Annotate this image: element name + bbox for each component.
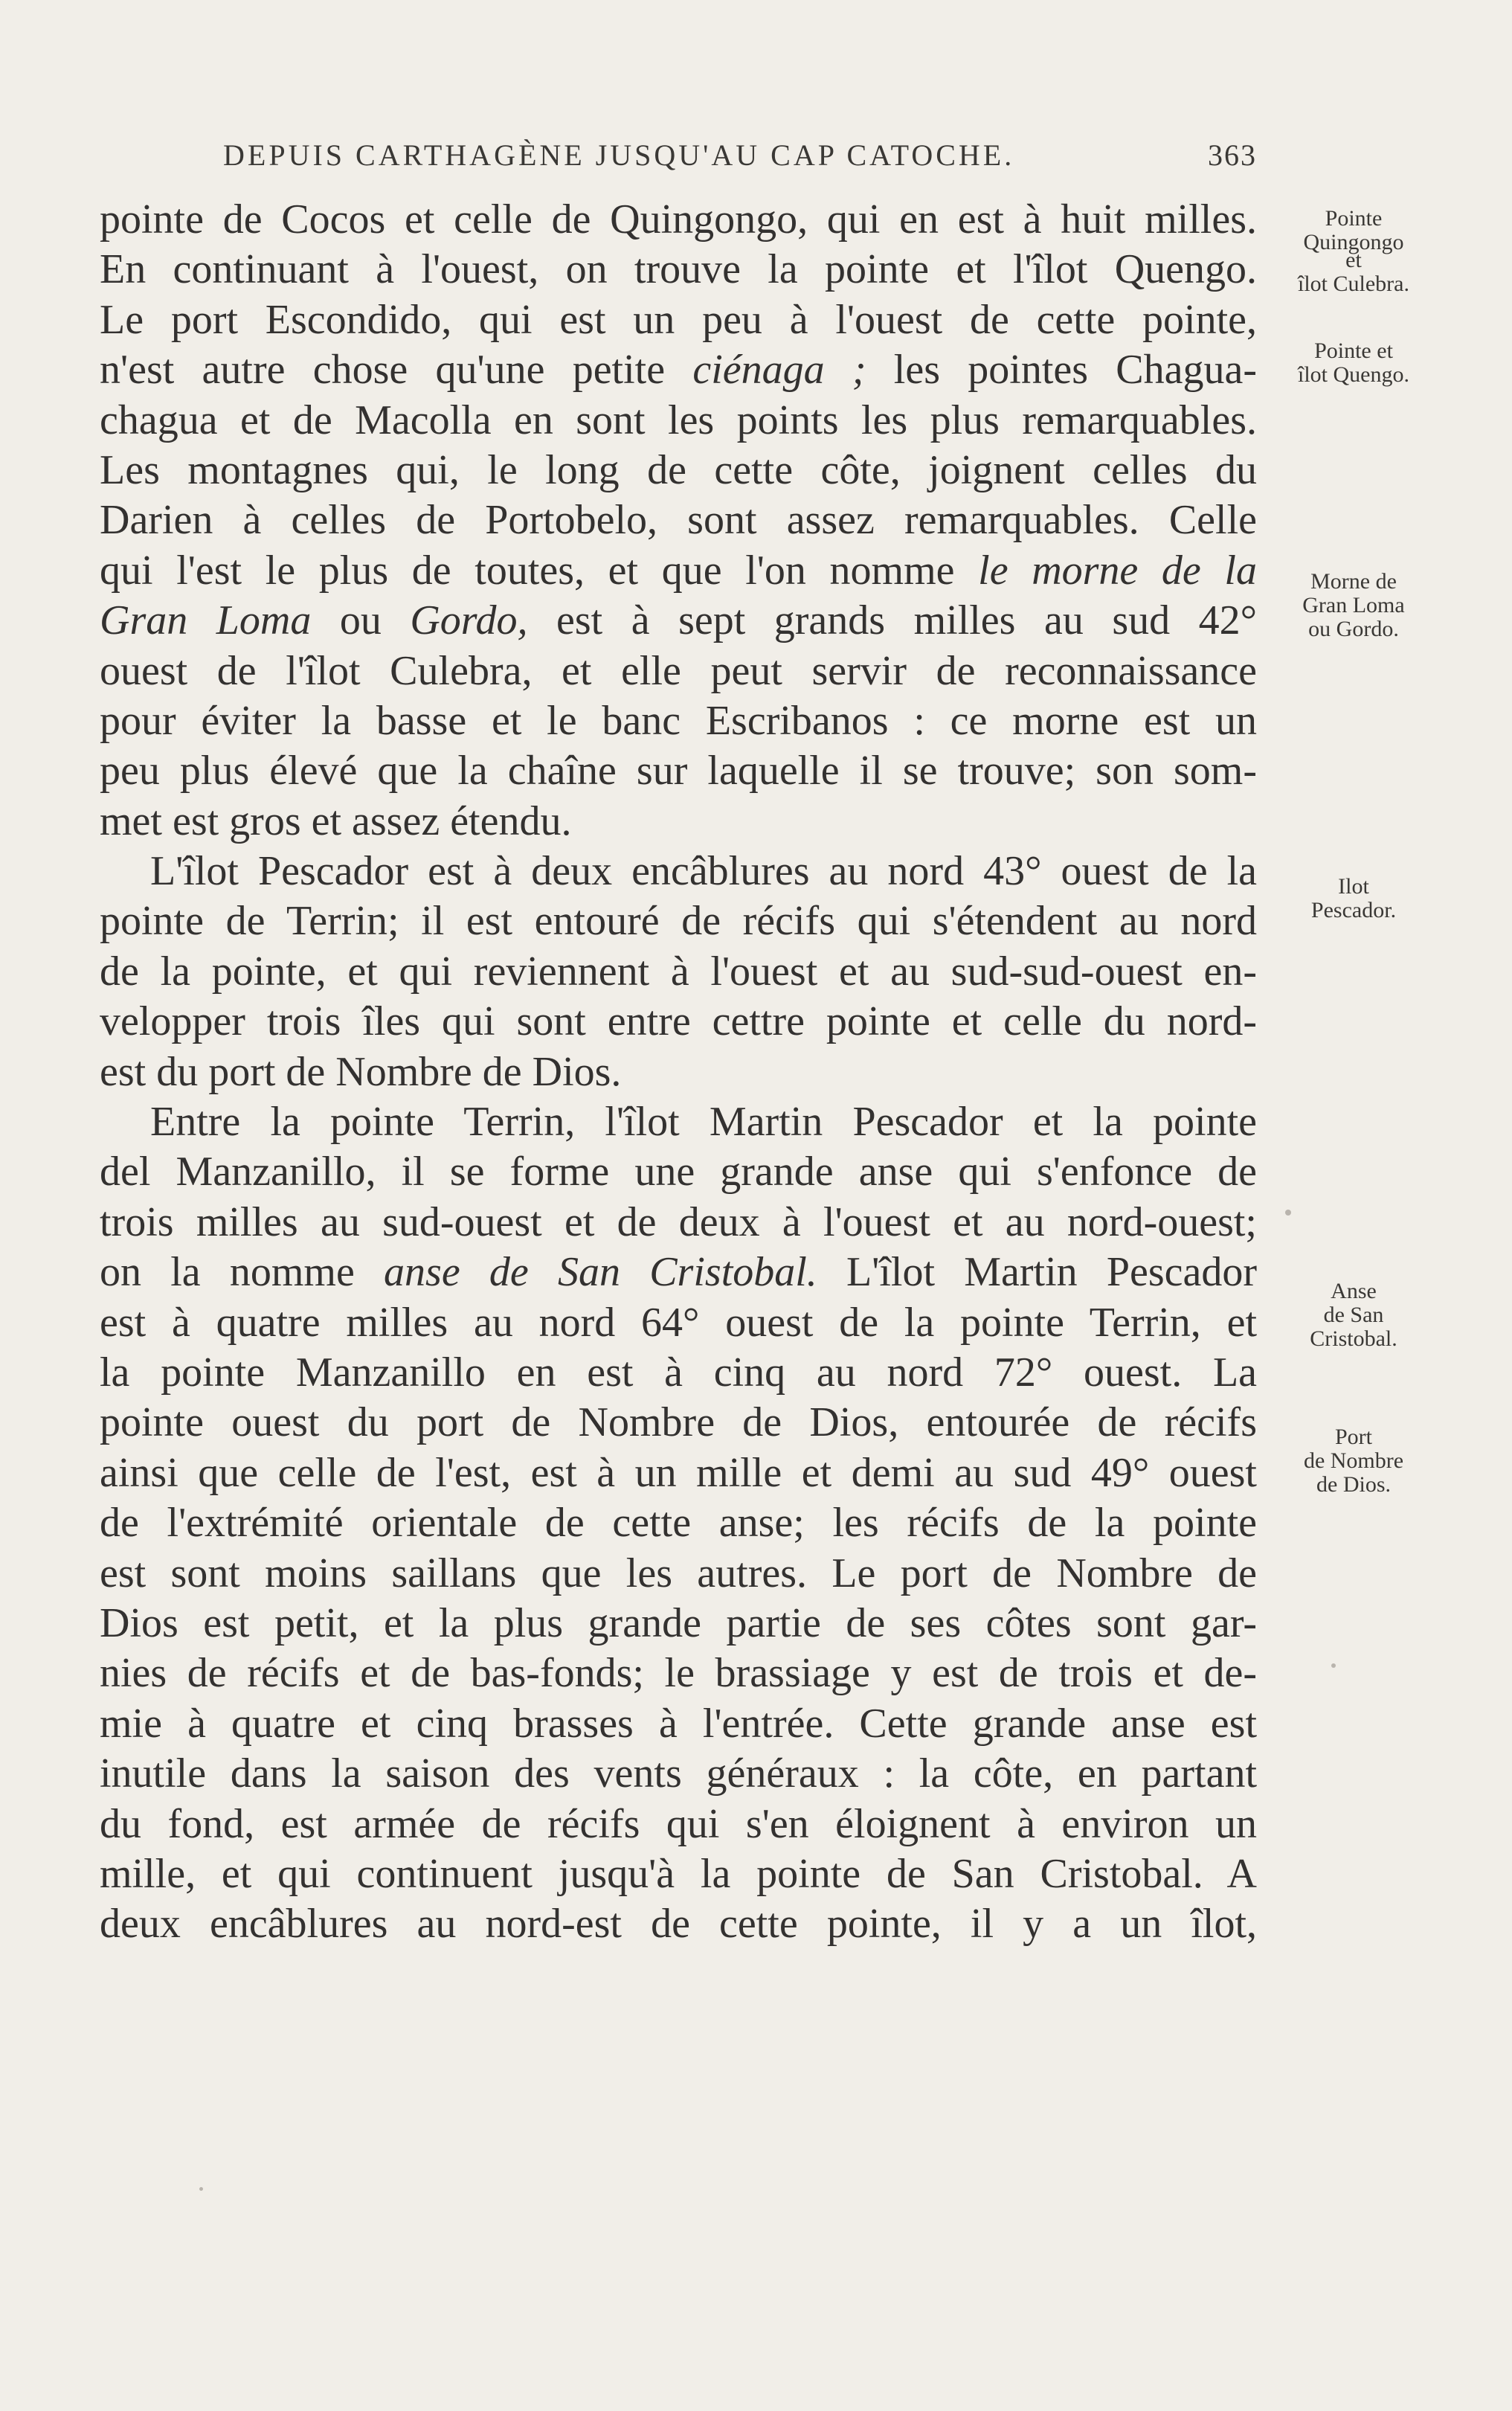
text-segment: ou [311,597,411,644]
text-segment: Les montagnes qui, le long de cette côte, joignent celles du [100,446,1257,493]
body-text [100,195,1257,1950]
text-segment: chagua et de Macolla en sont les points les plus remarquables. [100,397,1257,443]
margin-note-quengo [1264,339,1443,387]
text-line [100,1097,1257,1147]
text-line [100,1699,1257,1749]
text-segment: les pointes Chagua- [866,347,1258,394]
text-line [100,746,1257,796]
text-line [100,596,1257,646]
text-line [100,295,1257,345]
text-line [100,646,1257,696]
text-segment: L'îlot Martin Pescador [817,1249,1257,1296]
text-segment: trois milles au sud-ouest et de deux à l'ouest et au nord-ouest; [100,1198,1257,1245]
text-line [100,345,1257,395]
text-line [100,1298,1257,1348]
margin-note-san-cristobal [1264,1280,1443,1351]
margin-note-line: Pointe et [1314,338,1393,363]
italic-text: Gordo, [410,597,528,644]
text-line [100,396,1257,446]
text-line [100,696,1257,746]
text-segment: pointe ouest du port de Nombre de Dios, entourée de récifs [100,1399,1257,1446]
margin-note-gran-loma [1264,570,1443,641]
italic-text: anse de San Cristobal. [384,1249,817,1296]
text-line [100,1498,1257,1548]
text-segment: est sont moins saillans que les autres. Le port de Nombre de [100,1550,1257,1596]
page-number: 363 [1208,138,1257,172]
text-segment: met est gros et assez étendu. [100,797,572,844]
text-segment: pointe de Cocos et celle de Quingongo, qui en est à huit milles. [100,196,1257,243]
margin-note-line: Anse [1331,1279,1377,1303]
margin-note-line: ou Gordo. [1308,617,1399,641]
text-segment: velopper trois îles qui sont entre cettre pointe et celle du nord- [100,998,1257,1045]
margin-note-line: Ilot [1338,874,1369,899]
text-line [100,1198,1257,1248]
text-line [100,1549,1257,1599]
margin-note-line: de Dios. [1316,1472,1391,1497]
text-segment: pour éviter la basse et le banc Escribanos : ce morne est un [100,697,1257,744]
paper-speck [1285,1210,1291,1216]
text-line [100,546,1257,596]
text-line [100,896,1257,946]
text-line [100,997,1257,1047]
margin-note-line: Pointe [1325,206,1383,231]
text-line [100,1348,1257,1398]
text-line [100,847,1257,896]
paper-speck [199,2187,203,2191]
text-segment: peu plus élevé que la chaîne sur laquelle il se trouve; son som- [100,748,1257,794]
text-segment: mille, et qui continuent jusqu'à la pointe de San Cristobal. A [100,1850,1257,1897]
italic-text: le morne de la [978,547,1257,594]
text-segment: ainsi que celle de l'est, est à un mille et demi au sud 49° ouest [100,1449,1257,1496]
margin-note-line: Morne de [1310,569,1397,594]
text-segment: on la nomme [100,1249,385,1296]
text-line [100,947,1257,997]
text-line [100,1147,1257,1197]
text-segment: pointe de Terrin; il est entouré de récifs qui s'étendent au nord [100,898,1257,945]
margin-note-line: de Nombre [1303,1448,1404,1473]
text-segment: la pointe Manzanillo en est à cinq au nord 72° ouest. La [100,1349,1257,1396]
text-segment: ouest de l'îlot Culebra, et elle peut servir de reconnaissance [100,647,1257,694]
text-segment: L'îlot Pescador est à deux encâblures au nord 43° ouest de la [150,848,1257,895]
margin-note-quingongo [1264,207,1443,296]
text-segment: Darien à celles de Portobelo, sont assez remarquables. Celle [100,497,1257,544]
margin-note-line: îlot Culebra. [1298,272,1409,296]
text-line [100,446,1257,495]
margin-note-line: Pescador. [1310,898,1397,922]
margin-note-pescador [1264,875,1443,922]
text-line [100,1800,1257,1849]
text-segment: de l'extrémité orientale de cette anse; les récifs de la pointe [100,1500,1257,1547]
running-head-title: DEPUIS CARTHAGÈNE JUSQU'AU CAP CATOCHE. [223,138,1015,172]
text-segment: de la pointe, et qui reviennent à l'ouest et au sud-sud-ouest en- [100,948,1257,995]
margin-note-line: Port [1334,1425,1372,1449]
text-line [100,1599,1257,1648]
text-segment: deux encâblures au nord-est de cette pointe, il y a un îlot, [100,1901,1257,1948]
text-segment: du fond, est armée de récifs qui s'en éloignent à environ un [100,1800,1257,1847]
text-segment: nies de récifs et de bas-fonds; le brassiage y est de trois et de- [100,1650,1257,1697]
text-line [100,1849,1257,1899]
text-segment: qui l'est le plus de toutes, et que l'on nomme [100,547,979,594]
text-segment: mie à quatre et cinq brasses à l'entrée. Cette grande anse est [100,1700,1257,1747]
text-segment: est à quatre milles au nord 64° ouest de la pointe Terrin, et [100,1299,1257,1346]
text-line [100,1749,1257,1799]
margin-note-line: Gran Loma [1302,593,1405,617]
text-segment: Entre la pointe Terrin, l'îlot Martin Pescador et la pointe [150,1099,1257,1146]
text-segment: est du port de Nombre de Dios. [100,1048,622,1095]
text-line [100,1648,1257,1698]
text-line [100,495,1257,545]
text-line [100,1398,1257,1448]
text-line [100,245,1257,295]
margin-note-line: Quingongo [1303,230,1404,254]
text-line [100,1899,1257,1949]
italic-text: ciénaga ; [692,347,866,394]
text-line [100,1248,1257,1297]
text-line [100,797,1257,847]
text-line [100,195,1257,245]
text-line [100,1047,1257,1097]
text-segment: est à sept grands milles au sud 42° [527,597,1258,644]
text-segment: n'est autre chose qu'une petite [100,347,693,394]
margin-note-nombre-de-dios [1264,1425,1443,1497]
text-segment: En continuant à l'ouest, on trouve la pointe et l'îlot Quengo. [100,246,1257,293]
margin-note-line: Cristobal. [1310,1326,1397,1351]
margin-note-line: îlot Quengo. [1298,362,1409,387]
text-segment: Dios est petit, et la plus grande partie de ses côtes sont gar- [100,1599,1257,1646]
italic-text: Gran Loma [100,597,312,644]
margin-note-line: et [1345,248,1362,272]
text-line [100,1448,1257,1498]
margin-note-line: de San [1323,1303,1384,1327]
text-segment: inutile dans la saison des vents généraux : la côte, en partant [100,1750,1257,1797]
text-segment: Le port Escondido, qui est un peu à l'ouest de cette pointe, [100,296,1257,343]
text-segment: del Manzanillo, il se forme une grande anse qui s'enfonce de [100,1149,1257,1195]
paper-speck [1331,1663,1336,1668]
